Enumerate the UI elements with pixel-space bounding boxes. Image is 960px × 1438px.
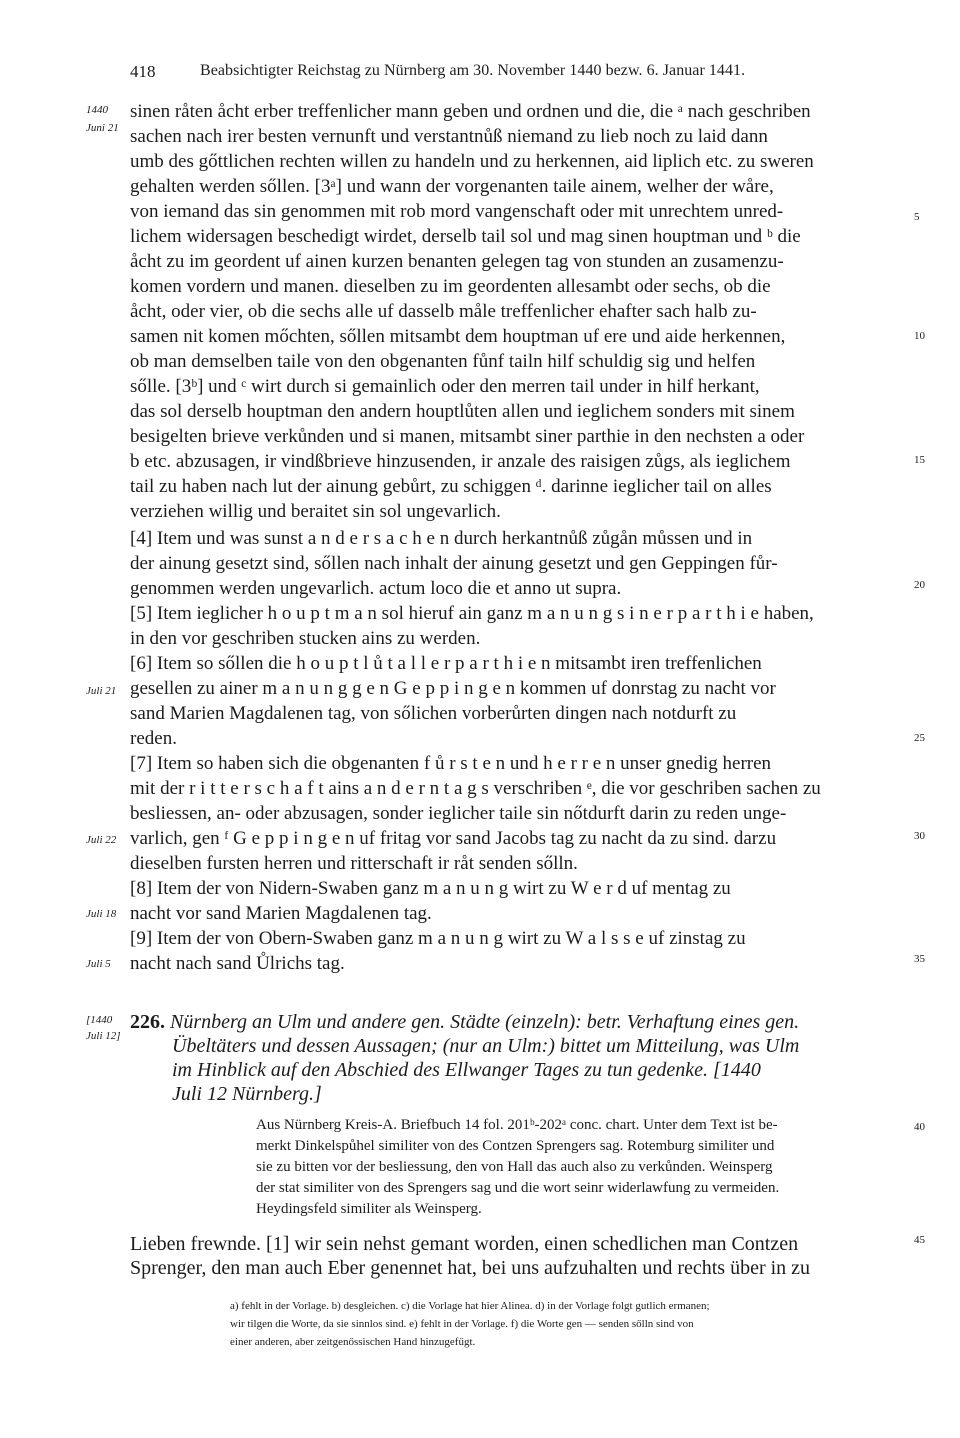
body-line: von iemand das sin genommen mit rob mord vangenschaft oder mit unrechtem unred- — [130, 201, 784, 222]
body-line: [7] Item so haben sich die obgenanten f ů r s t e n und h e r r e n unser gnedig herren — [130, 753, 772, 774]
body-line: mit der r i t t e r s c h a f t ains a n d e r n t a g s verschriben ᵉ, die vor geschriben sachen zu — [130, 778, 821, 799]
footnote-line: a) fehlt in der Vorlage. b) desgleichen. c) die Vorlage hat hier Alinea. d) in der Vorlage folgt gutlich ermanen; — [230, 1300, 710, 1312]
body-line: das sol derselb houptman den andern houptlůten allen und ieglichem sonders mit sinem — [130, 401, 795, 422]
line-number: 25 — [914, 732, 925, 744]
source-note-line: merkt Dinkelspůhel similiter von des Contzen Sprengers sag. Rotemburg similiter und — [256, 1138, 775, 1154]
document-title-line: Nürnberg an Ulm und andere gen. Städte (einzeln): betr. Verhaftung eines gen. — [170, 1011, 800, 1033]
margin-date: Juli 18 — [86, 908, 117, 920]
body-line: gehalten werden sőllen. [3ᵃ] und wann der vorgenanten taile ainem, welher der wåre, — [130, 176, 774, 197]
body-line: dieselben fursten herren und ritterschaft ir råt senden sőlln. — [130, 853, 578, 874]
line-number: 40 — [914, 1121, 925, 1133]
letter-line: Lieben frewnde. [1] wir sein nehst gemant worden, einen schedlichen man Contzen — [130, 1233, 799, 1255]
body-line: [4] Item und was sunst a n d e r s a c h e n durch herkantnůß zůgån můssen und in — [130, 528, 753, 549]
body-line: der ainung gesetzt sind, sőllen nach inhalt der ainung gesetzt und gen Geppingen fůr- — [130, 553, 778, 574]
margin-year: 1440 — [86, 104, 108, 116]
body-line: [6] Item so sőllen die h o u p t l ů t a l l e r p a r t h i e n mitsambt iren treffenlichen — [130, 653, 762, 674]
line-number: 35 — [914, 953, 925, 965]
margin-date: Juli 5 — [86, 958, 111, 970]
body-line: [9] Item der von Obern-Swaben ganz m a n u n g wirt zu W a l s s e uf zinstag zu — [130, 928, 746, 949]
body-line: ob man demselben taile von den obgenanten fůnf tailn hilf schuldig sig und helfen — [130, 351, 756, 372]
margin-date: Juni 21 — [86, 122, 119, 134]
page-header — [130, 62, 910, 86]
body-line: komen vordern und manen. dieselben zu im geordenten allesambt oder sechs, ob die — [130, 276, 771, 297]
footnote-line: einer anderen, aber zeitgenőssischen Hand hinzugefűgt. — [230, 1336, 476, 1348]
footnote-line: wir tilgen die Worte, da sie sinnlos sind. e) fehlt in der Vorlage. f) die Worte gen — senden sőlln sind von — [230, 1318, 694, 1330]
document-title-line: im Hinblick auf den Abschied des Ellwanger Tages zu tun gedenke. [1440 — [172, 1059, 761, 1081]
line-number: 15 — [914, 454, 925, 466]
body-line: nacht nach sand Ůlrichs tag. — [130, 953, 345, 974]
running-title: Beabsichtigter Reichstag zu Nürnberg am 30. November 1440 bezw. 6. Januar 1441. — [200, 62, 746, 79]
body-line: reden. — [130, 728, 177, 749]
body-line: sachen nach irer besten vernunft und verstantnůß niemand zu lieb noch zu laid dann — [130, 126, 768, 147]
body-line: lichem widersagen beschedigt wirdet, derselb tail sol und mag sinen houptman und ᵇ die — [130, 226, 801, 247]
line-number: 5 — [914, 211, 920, 223]
margin-date: [1440 — [86, 1014, 113, 1026]
margin-date: Juli 21 — [86, 685, 117, 697]
body-line: sőlle. [3ᵇ] und ᶜ wirt durch si gemainlich oder den merren tail under in hilf herkant, — [130, 376, 760, 397]
margin-date: Juli 12] — [86, 1030, 121, 1042]
body-line: [5] Item ieglicher h o u p t m a n sol hieruf ain ganz m a n u n g s i n e r p a r t h i e haben, — [130, 603, 814, 624]
body-line: [8] Item der von Nidern-Swaben ganz m a n u n g wirt zu W e r d uf mentag zu — [130, 878, 731, 899]
body-line: tail zu haben nach lut der ainung gebůrt, zu schiggen ᵈ. darinne ieglicher tail on alles — [130, 476, 772, 497]
line-number: 20 — [914, 579, 925, 591]
line-number: 30 — [914, 830, 925, 842]
document-title-line: Übeltäters und dessen Aussagen; (nur an Ulm:) bittet um Mitteilung, was Ulm — [172, 1035, 800, 1057]
body-line: åcht, oder vier, ob die sechs alle uf dasselb måle treffenlicher ehafter sach halb zu- — [130, 301, 757, 322]
body-line: sand Marien Magdalenen tag, von sőlichen vorberůrten dingen nach notdurft zu — [130, 703, 737, 724]
letter-line: Sprenger, den man auch Eber genennet hat, bei uns aufzuhalten und rechts über in zu — [130, 1257, 811, 1279]
line-number: 10 — [914, 330, 925, 342]
body-line: in den vor geschriben stucken ains zu werden. — [130, 628, 481, 649]
body-line: samen nit komen mőchten, sőllen mitsambt dem houptman uf ere und aide herkennen, — [130, 326, 786, 347]
body-line: varlich, gen ᶠ G e p p i n g e n uf fritag vor sand Jacobs tag zu nacht da zu sind. darzu — [130, 828, 777, 849]
body-line: umb des gőttlichen rechten willen zu handeln und zu herkennen, aid liplich etc. zu sweren — [130, 151, 814, 172]
source-note-line: sie zu bitten vor der besliessung, den von Hall das auch also zu verkůnden. Weinsperg — [256, 1159, 773, 1175]
body-line: verziehen willig und beraitet sin sol ungevarlich. — [130, 501, 501, 522]
body-line: b etc. abzusagen, ir vindßbrieve hinzusenden, ir anzale des raisigen zůgs, als ieglichem — [130, 451, 791, 472]
line-number: 45 — [914, 1234, 925, 1246]
source-note-line: der stat similiter von des Sprengers sag und die wort seinr widerlawfung zu vermeiden. — [256, 1180, 780, 1196]
body-line: nacht vor sand Marien Magdalenen tag. — [130, 903, 432, 924]
body-line: genommen werden ungevarlich. actum loco die et anno ut supra. — [130, 578, 622, 599]
document-title-line: Juli 12 Nürnberg.] — [172, 1083, 322, 1105]
body-line: besliessen, an- oder abzusagen, sonder ieglicher taile sin nőtdurft darin zu reden unge- — [130, 803, 787, 824]
body-line: sinen råten åcht erber treffenlicher mann geben und ordnen und die, die ᵃ nach geschriben — [130, 101, 811, 122]
margin-date: Juli 22 — [86, 834, 117, 846]
source-note-line: Aus Nürnberg Kreis-A. Briefbuch 14 fol. 201ᵇ-202ᵃ conc. chart. Unter dem Text ist be- — [256, 1117, 778, 1133]
body-line: gesellen zu ainer m a n u n g g e n G e p p i n g e n kommen uf donrstag zu nacht vor — [130, 678, 776, 699]
body-line: besigelten brieve verkůnden und si manen, mitsambt siner parthie in den nechsten a oder — [130, 426, 805, 447]
page-number: 418 — [130, 62, 156, 81]
body-line: åcht zu im geordent uf ainen kurzen benanten gelegen tag von stunden an zusamenzu- — [130, 251, 784, 272]
source-note-line: Heydingsfeld similiter als Weinsperg. — [256, 1201, 482, 1217]
document-number: 226. — [130, 1011, 165, 1033]
